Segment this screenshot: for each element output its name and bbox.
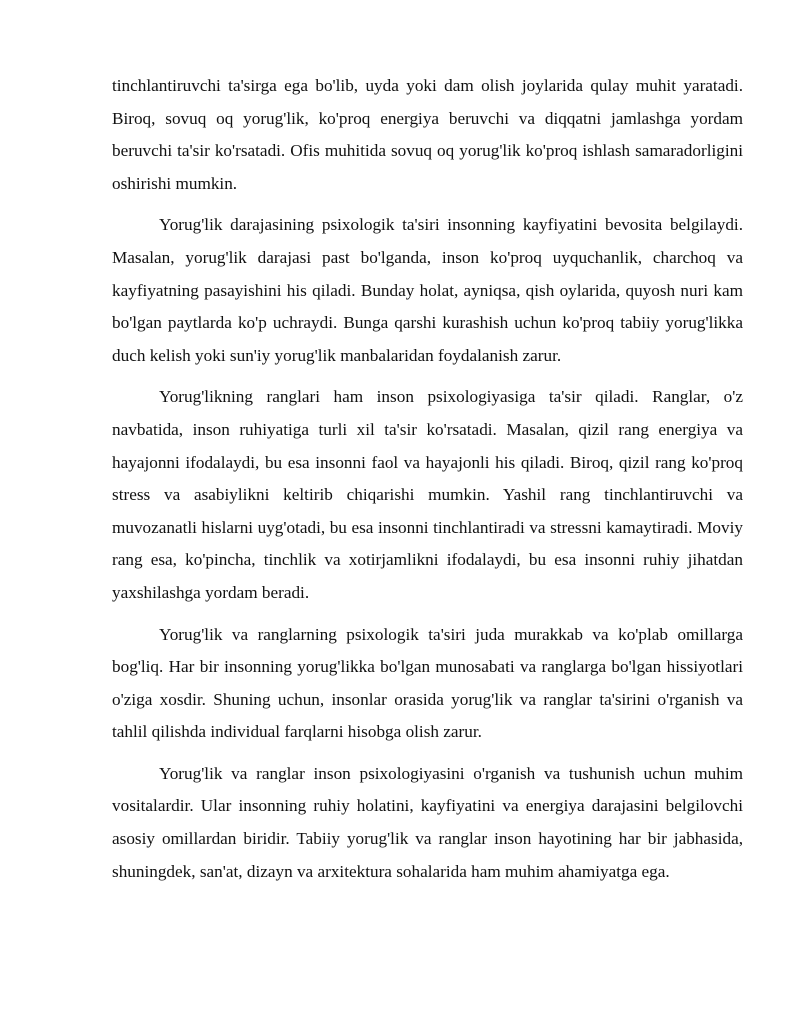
paragraph-conclusion: Yorug'lik va ranglar inson psixologiyasini o'rganish va tushunish uchun muhim vositalardir. Ular insonning ruhiy holatini, kayfiyatini va energiya darajasini belgilovchi asosiy omillardan biridir. Tabiiy yorug'lik va ranglar inson hayotining har bir jabhasida, shuningdek, san'at, dizayn va arxitektura sohalarida ham muhim ahamiyatga ega. xyxy=(112,763,743,881)
paragraph-light-level-effect: Yorug'lik darajasining psixologik ta'siri insonning kayfiyatini bevosita belgilaydi. Masalan, yorug'lik darajasi past bo'lganda, inson ko'proq uyquchanlik, charchoq va kayfiyatning pasayishini his qiladi. Bunday holat, ayniqsa, qish oylarida, quyosh nuri kam bo'lgan paytlarda ko'p uchraydi. Bunga qarshi kurashish uchun ko'proq tabiiy yorug'likka duch kelish yoki sun'iy yorug'lik manbalaridan foydalanish zarur. xyxy=(112,215,743,365)
paragraph-light-colors: Yorug'likning ranglari ham inson psixologiyasiga ta'sir qiladi. Ranglar, o'z navbatida, inson ruhiyatiga turli xil ta'sir ko'rsatadi. Masalan, qizil rang energiya va hayajonni ifodalaydi, bu esa insonni faol va hayajonli his qiladi. Biroq, qizil rang ko'proq stress va asabiylikni keltirib chiqarishi mumkin. Yashil rang tinchlantiruvchi va muvozanatli hislarni uyg'otadi, bu esa insonni tinchlantiradi va stressni kamaytiradi. Moviy rang esa, ko'pincha, tinchlik va xotirjamlikni ifodalaydi, bu esa insonni ruhiy jihatdan yaxshilashga yordam beradi. xyxy=(112,387,743,602)
document-page xyxy=(112,70,743,897)
paragraph-complexity: Yorug'lik va ranglarning psixologik ta'siri juda murakkab va ko'plab omillarga bog'liq. Har bir insonning yorug'likka bo'lgan munosabati va ranglarga bo'lgan hissiyotlari o'ziga xosdir. Shuning uchun, insonlar orasida yorug'lik va ranglar ta'sirini o'rganish va tahlil qilishda individual farqlarni hisobga olish zarur. xyxy=(112,624,743,742)
paragraph-continued: tinchlantiruvchi ta'sirga ega bo'lib, uyda yoki dam olish joylarida qulay muhit yaratadi. Biroq, sovuq oq yorug'lik, ko'proq energiya beruvchi va diqqatni jamlashga yordam beruvchi ta'sir ko'rsatadi. Ofis muhitida sovuq oq yorug'lik ko'proq ishlash samaradorligini oshirishi mumkin. xyxy=(112,76,743,193)
